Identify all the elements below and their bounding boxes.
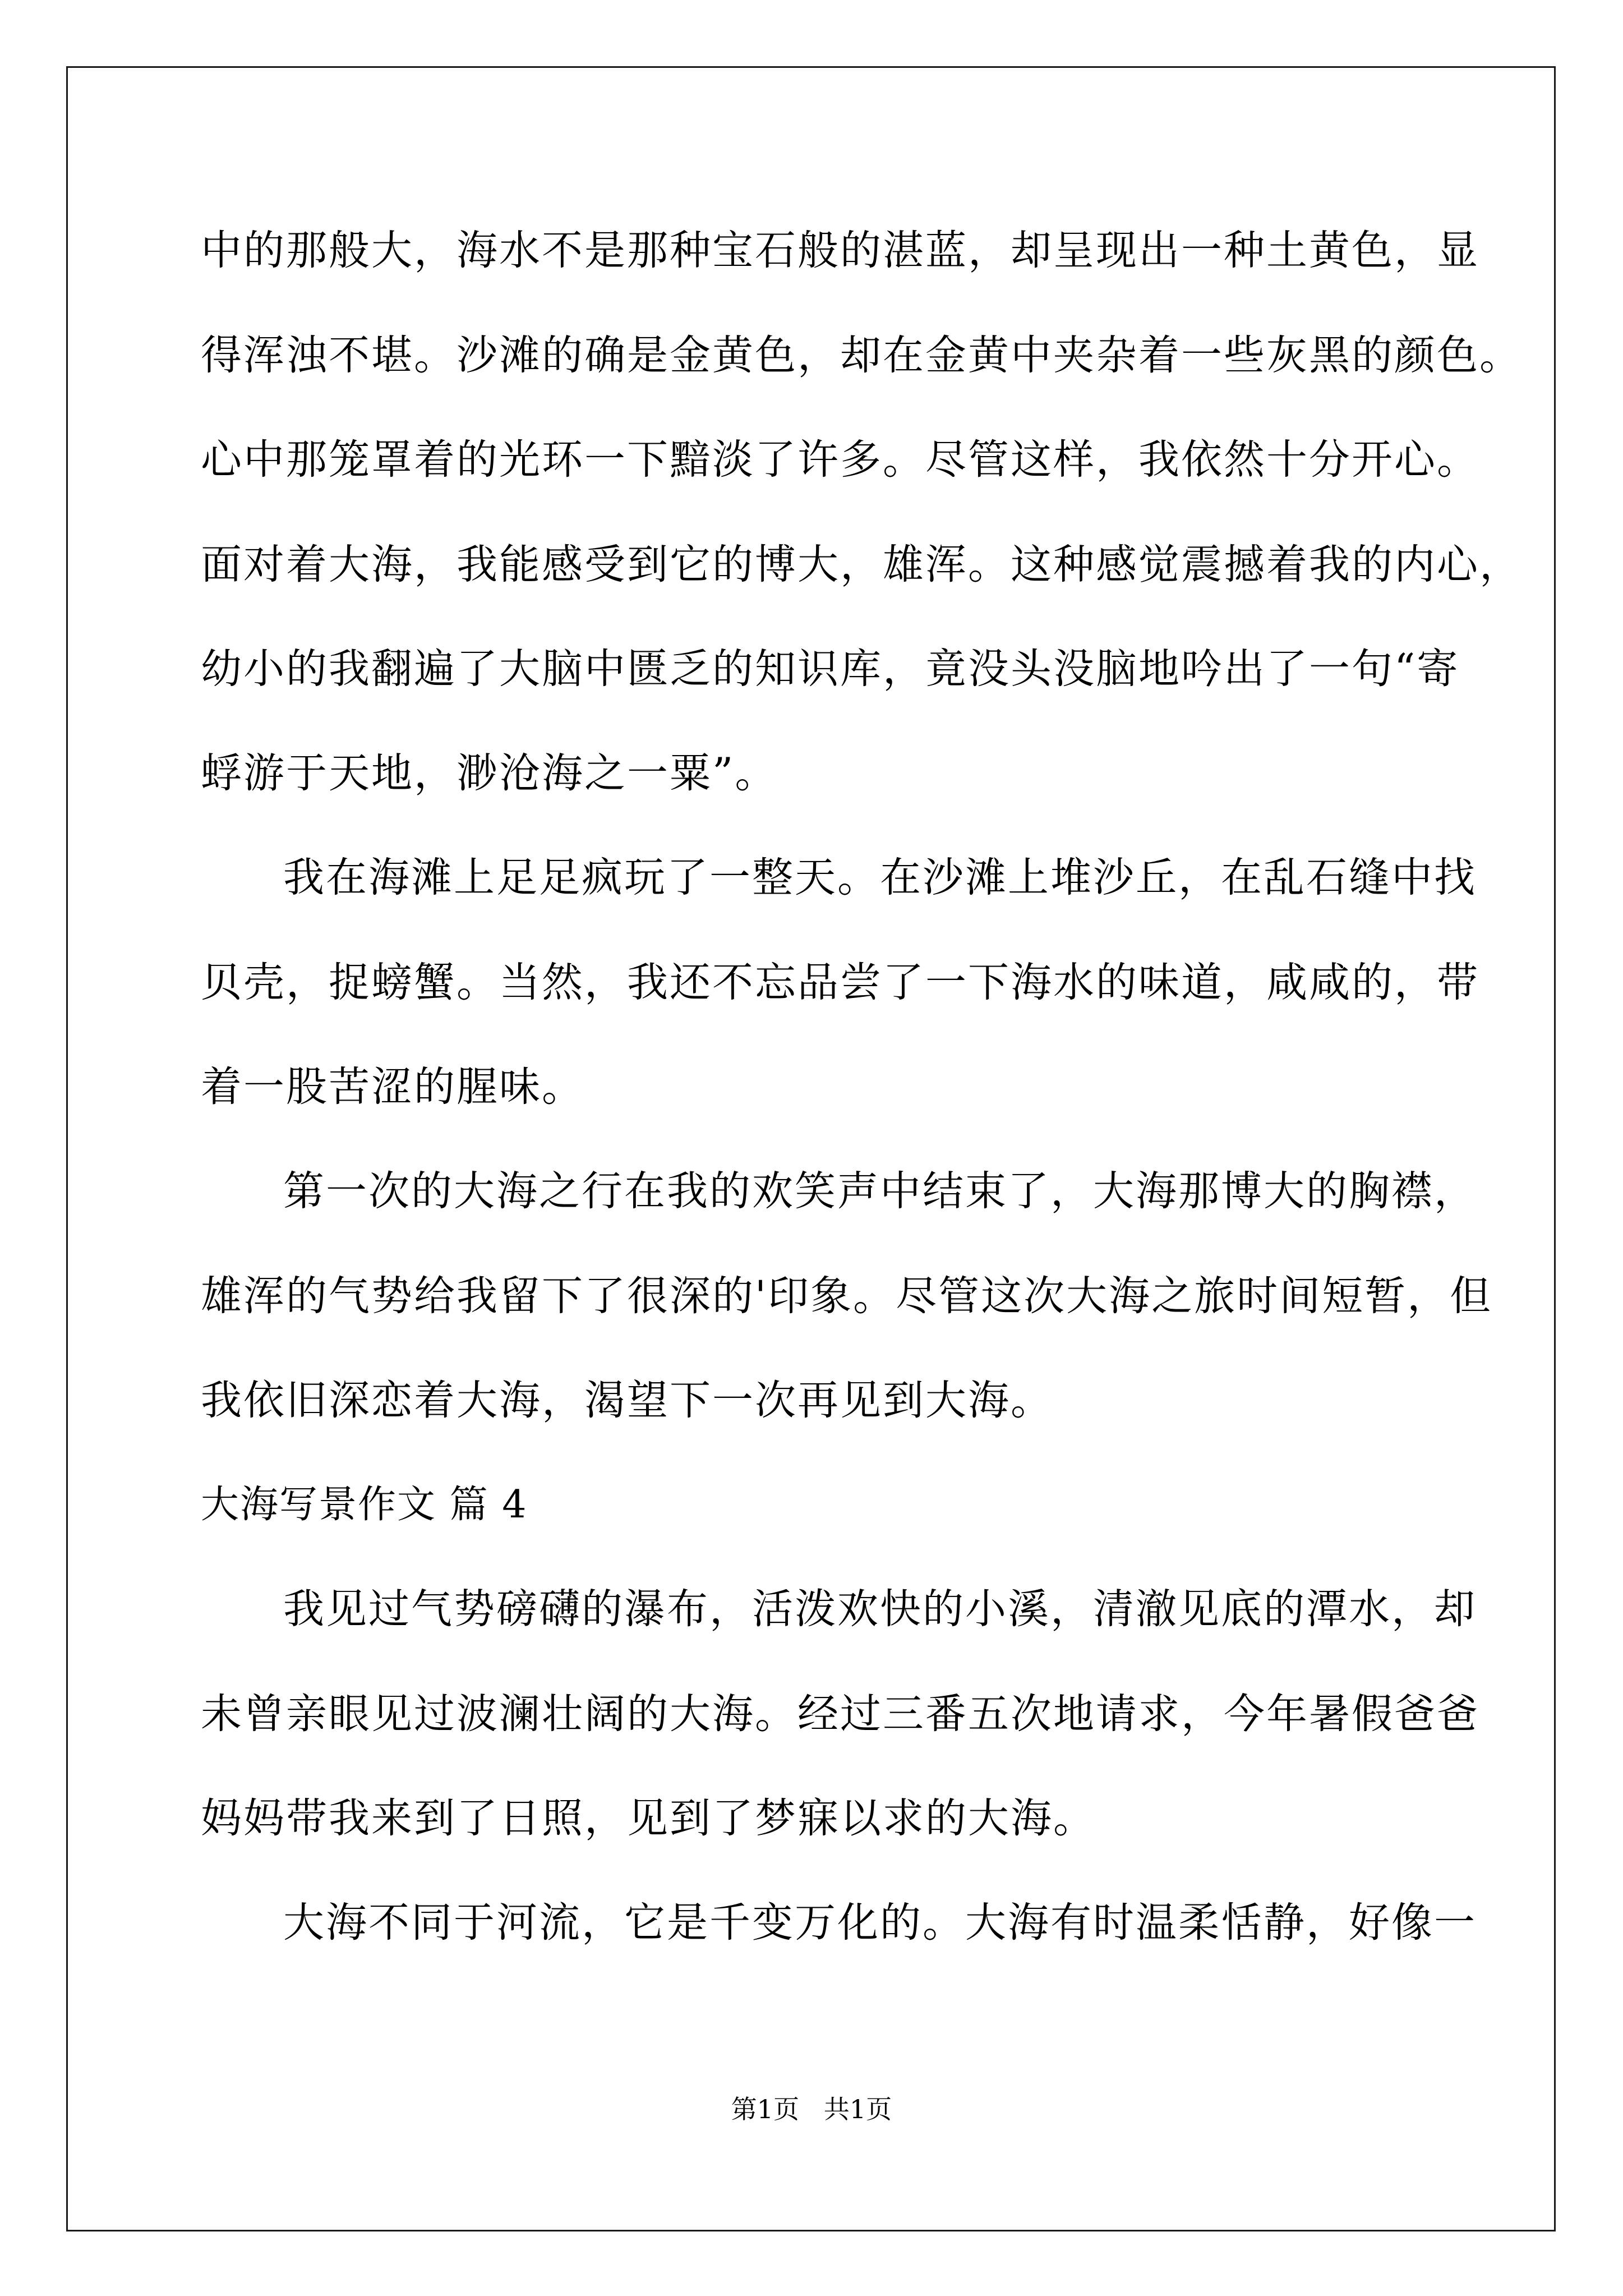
text-line: 妈妈带我来到了日照，见到了梦寐以求的大海。 <box>201 1795 1096 1842</box>
section-heading: 大海写景作文 篇 4 <box>201 1483 528 1527</box>
text-line: 我依旧深恋着大海，渴望下一次再见到大海。 <box>201 1377 1053 1424</box>
text-line: 面对着大海，我能感受到它的博大，雄浑。这种感觉震撼着我的内心， <box>201 541 1522 588</box>
text-line: 着一股苦涩的腥味。 <box>201 1063 584 1111</box>
text-line: 贝壳，捉螃蟹。当然，我还不忘品尝了一下海水的味道，咸咸的，带 <box>201 959 1479 1006</box>
text-line: 中的那般大，海水不是那种宝石般的湛蓝，却呈现出一种土黄色，显 <box>201 227 1479 274</box>
text-line: 心中那笼罩着的光环一下黯淡了许多。尽管这样，我依然十分开心。 <box>201 436 1479 484</box>
text-line: 未曾亲眼见过波澜壮阔的大海。经过三番五次地请求，今年暑假爸爸 <box>201 1690 1479 1738</box>
text-line: 蜉游于天地，渺沧海之一粟”。 <box>201 749 778 797</box>
text-line: 幼小的我翻遍了大脑中匮乏的知识库，竟没头没脑地吟出了一句“寄 <box>201 645 1460 693</box>
text-line: 我见过气势磅礴的瀑布，活泼欢快的小溪，清澈见底的潭水，却 <box>283 1585 1477 1633</box>
text-line: 第一次的大海之行在我的欢笑声中结束了，大海那博大的胸襟， <box>283 1167 1477 1215</box>
text-line: 大海不同于河流，它是千变万化的。大海有时温柔恬静，好像一 <box>283 1899 1477 1947</box>
text-line: 得浑浊不堪。沙滩的确是金黄色，却在金黄中夹杂着一些灰黑的颜色。 <box>201 332 1522 379</box>
text-line: 我在海滩上足足疯玩了一整天。在沙滩上堆沙丘，在乱石缝中找 <box>283 854 1477 901</box>
page-footer: 第1页 共1页 <box>731 2094 892 2124</box>
text-line: 雄浑的气势给我留下了很深的'印象。尽管这次大海之旅时间短暂，但 <box>201 1272 1493 1320</box>
